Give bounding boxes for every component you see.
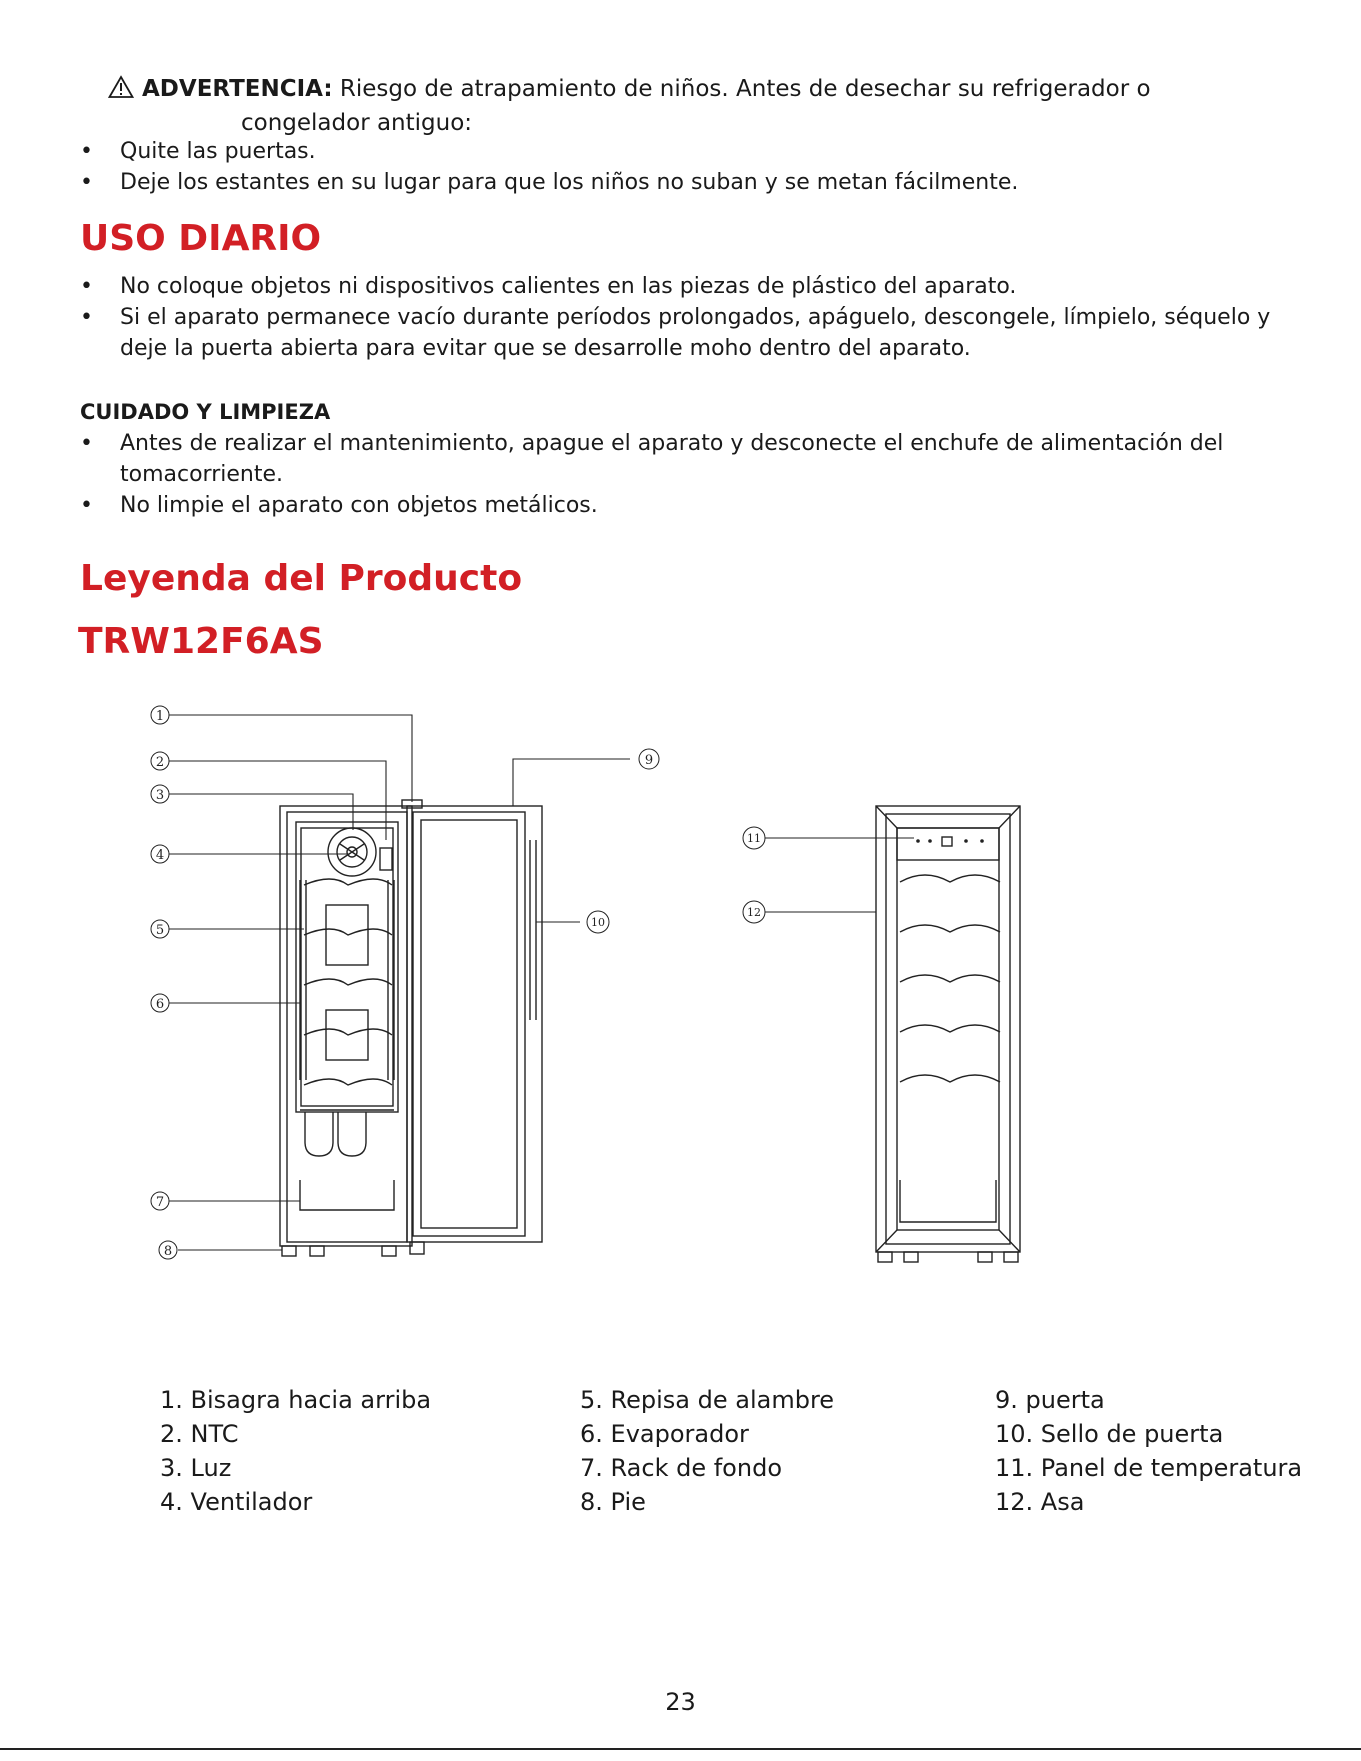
legend-item: 1. Bisagra hacia arriba: [160, 1386, 432, 1414]
svg-text:12: 12: [747, 906, 761, 919]
cuidado-bullets: [80, 428, 1300, 521]
uso-diario-bullets: [80, 271, 1300, 364]
footer-divider: [0, 1748, 1361, 1750]
temperature-panel: [897, 828, 999, 860]
callout-2: [151, 752, 169, 770]
warning-label: ADVERTENCIA:: [142, 76, 333, 102]
legend-column-3: [995, 1383, 1302, 1519]
legend-item: 8. Pie: [580, 1488, 646, 1516]
legend-item: 5. Repisa de alambre: [580, 1386, 835, 1414]
warning-text-cont: congelador antiguo:: [241, 110, 473, 136]
callout-9: [639, 749, 659, 769]
legend-item: 3. Luz: [160, 1454, 232, 1482]
legend-item: 2. NTC: [160, 1420, 239, 1448]
legend-item: 7. Rack de fondo: [580, 1454, 782, 1482]
page-number: 23: [665, 1688, 696, 1716]
legend-column-1: [160, 1383, 431, 1519]
callout-6: [151, 994, 169, 1012]
subsection-title-cuidado: CUIDADO Y LIMPIEZA: [80, 400, 331, 424]
warning-paragraph: [108, 74, 1151, 139]
svg-text:7: 7: [155, 1195, 165, 1210]
legend-item: 10. Sello de puerta: [995, 1420, 1224, 1448]
legend-item: 12. Asa: [995, 1488, 1085, 1516]
list-item: • No limpie el aparato con objetos metálicos.: [80, 490, 1300, 521]
callout-12: [743, 901, 765, 923]
list-item: • Deje los estantes en su lugar para que los niños no suban y se metan fácilmente.: [80, 167, 1280, 198]
light-icon: [380, 848, 392, 870]
warning-text: Riesgo de atrapamiento de niños. Antes de desechar su refrigerador o: [332, 76, 1151, 102]
section-title-uso-diario: USO DIARIO: [80, 218, 322, 259]
svg-text:5: 5: [155, 923, 165, 938]
legend-item: 6. Evaporador: [580, 1420, 749, 1448]
warning-triangle-icon: [108, 75, 142, 108]
svg-text:11: 11: [747, 832, 761, 845]
legend-item: 9. puerta: [995, 1386, 1105, 1414]
svg-text:1: 1: [155, 709, 165, 724]
svg-text:4: 4: [155, 848, 165, 863]
svg-text:10: 10: [591, 916, 605, 929]
svg-text:2: 2: [155, 755, 165, 770]
callout-7: [151, 1192, 169, 1210]
list-item: • Quite las puertas.: [80, 136, 1280, 167]
list-item: • Si el aparato permanece vacío durante períodos prolongados, apáguelo, descongele, límpielo, séquelo y deje la puerta abierta para evitar que se desarrolle moho dentro del aparato.: [80, 302, 1300, 364]
callout-1: [151, 706, 169, 724]
callout-5: [151, 920, 169, 938]
svg-text:3: 3: [155, 788, 165, 803]
warning-bullets: [80, 136, 1280, 198]
callout-4: [151, 845, 169, 863]
callout-8: [159, 1241, 177, 1259]
list-item: • Antes de realizar el mantenimiento, apague el aparato y desconecte el enchufe de alimentación del tomacorriente.: [80, 428, 1300, 490]
svg-text:9: 9: [644, 753, 654, 768]
list-item: • No coloque objetos ni dispositivos calientes en las piezas de plástico del aparato.: [80, 271, 1300, 302]
section-title-leyenda: Leyenda del Producto: [80, 558, 523, 599]
door-seal: [530, 840, 536, 1020]
callout-3: [151, 785, 169, 803]
svg-text:6: 6: [155, 997, 165, 1012]
legend-column-2: [580, 1383, 834, 1519]
door: [407, 806, 542, 1242]
svg-text:8: 8: [163, 1244, 173, 1259]
callout-10: [587, 911, 609, 933]
model-number: TRW12F6AS: [78, 621, 324, 662]
callout-11: [743, 827, 765, 849]
product-diagram: [0, 690, 1361, 1270]
legend-item: 4. Ventilador: [160, 1488, 313, 1516]
legend-item: 11. Panel de temperatura: [995, 1454, 1303, 1482]
